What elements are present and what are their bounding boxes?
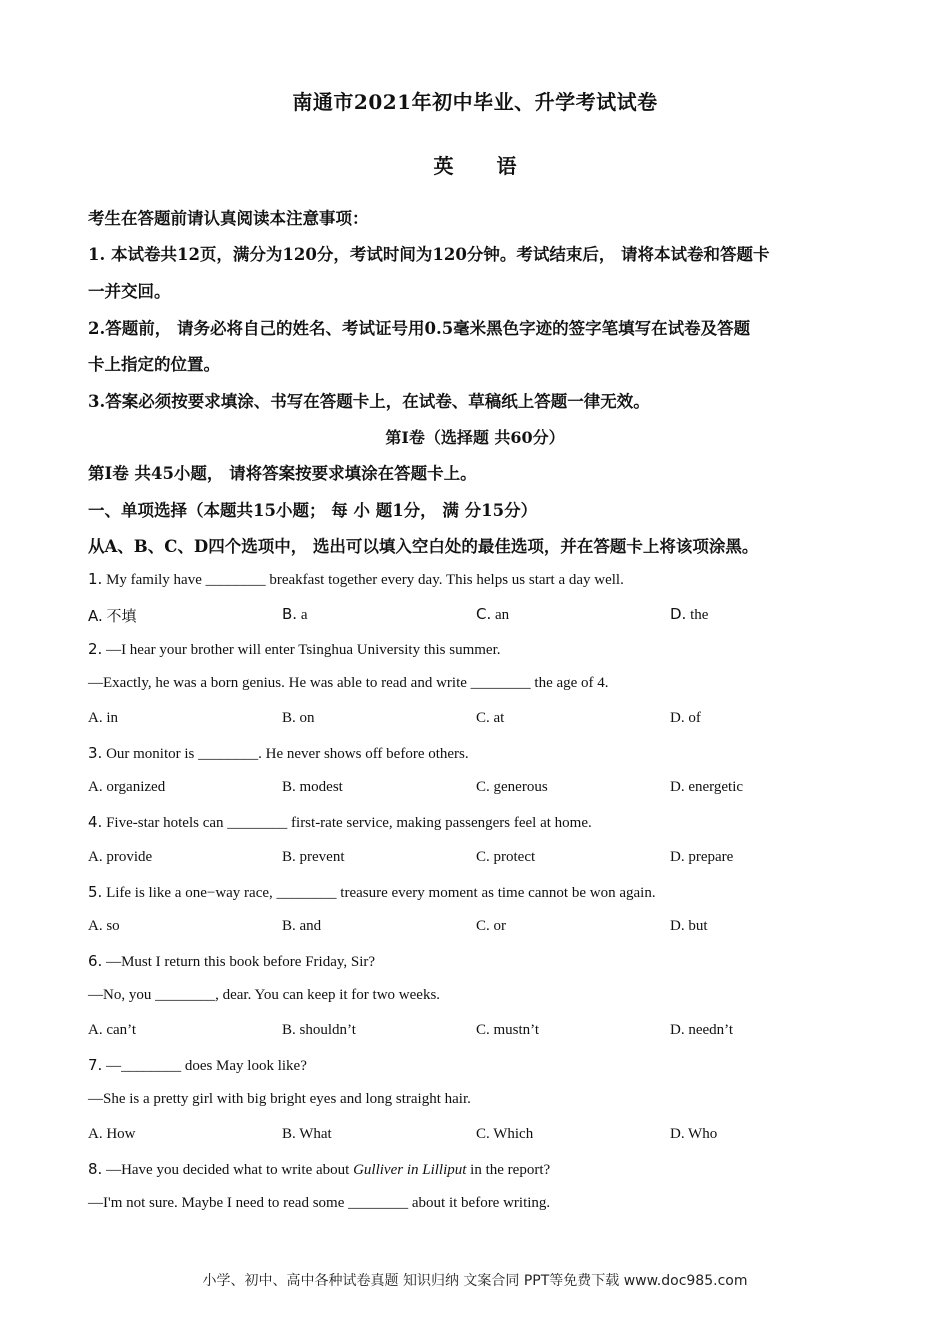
section1-instruction: 从A、B、C、D四个选项中， 选出可以填入空白处的最佳选项，并在答题卡上将该项涂黑。 [88,537,759,556]
option-d: D. but [670,918,708,934]
option-d: D. prepare [670,849,734,865]
question-8-line-2: —I'm not sure. Maybe I need to read some ________ about it before writing. [88,1195,551,1211]
option-b: B. prevent [282,849,345,865]
question-6 [88,952,878,971]
option-a: A. provide [88,849,153,865]
option-b: B. modest [282,779,343,795]
book-title: Gulliver in Lilliput [353,1162,467,1178]
question-number: 8. [88,1160,103,1178]
option-b: B. shouldn’t [282,1022,356,1038]
question-4 [88,813,878,832]
part1-title: 第I卷（选择题 共60分） [385,428,565,447]
option-c: C. protect [476,849,536,865]
option-a: A. in [88,710,118,726]
option-c: C. Which [476,1126,534,1142]
option-c: C. mustn’t [476,1022,540,1038]
notice-item-2-line-1: 2.答题前， 请务必将自己的姓名、考试证号用0.5毫米黑色字迹的签字笔填写在试卷及答题 [88,319,751,338]
option-d: D. of [670,710,701,726]
option-c: C. or [476,918,506,934]
notice-item-1-line-2: 一并交回。 [88,282,171,301]
notice-item-2-line-2: 卡上指定的位置。 [88,355,220,374]
question-7-line-2: —She is a pretty girl with big bright eyes and long straight hair. [88,1091,471,1107]
question-text: Five-star hotels can ________ first-rate service, making passengers feel at home. [106,815,592,831]
question-2-line-2: —Exactly, he was a born genius. He was able to read and write ________ the age of 4. [88,675,609,691]
question-1 [88,570,878,589]
option-a: A. so [88,918,120,934]
option-a: A. can’t [88,1022,137,1038]
question-number: 6. [88,952,103,970]
question-5 [88,883,878,902]
notice-heading: 考生在答题前请认真阅读本注意事项： [88,209,369,228]
section1-title: 一、单项选择（本题共15小题； 每 小 题1分， 满 分15分） [88,501,538,520]
exam-title: 南通市2021年初中毕业、升学考试试卷 [292,90,658,114]
question-3 [88,744,878,763]
question-text-post: in the report? [466,1162,551,1178]
option-a: A. organized [88,779,166,795]
page-footer: 小学、初中、高中各种试卷真题 知识归纳 文案合同 PPT等免费下载 www.doc985.com [202,1273,748,1289]
option-d: D. Who [670,1126,718,1142]
question-2 [88,640,878,659]
notice-item-3: 3.答案必须按要求填涂、书写在答题卡上，在试卷、草稿纸上答题一律无效。 [88,392,650,411]
question-number: 5. [88,883,103,901]
question-number: 4. [88,813,103,831]
option-a: A. How [88,1126,136,1142]
option-b: B. and [282,918,322,934]
question-8 [88,1160,878,1179]
option-c: C. at [476,710,505,726]
question-text: My family have ________ breakfast together every day. This helps us start a day well. [106,572,624,588]
question-text: Our monitor is ________. He never shows off before others. [106,746,469,762]
option-d: D. energetic [670,779,744,795]
option-c: C. an [476,605,510,623]
question-number: 2. [88,640,103,658]
question-text: —I hear your brother will enter Tsinghua University this summer. [106,642,501,658]
question-6-line-2: —No, you ________, dear. You can keep it for two weeks. [88,987,441,1003]
question-number: 3. [88,744,103,762]
question-text: —________ does May look like? [106,1058,307,1074]
question-text-pre: —Have you decided what to write about [106,1162,354,1178]
option-b: B. on [282,710,315,726]
notice-item-1-line-1: 1. 本试卷共12页，满分为120分，考试时间为120分钟。考试结束后， 请将本试卷和答题卡 [88,245,770,264]
option-b: B. What [282,1126,332,1142]
part1-description: 第I卷 共45小题， 请将答案按要求填涂在答题卡上。 [88,464,477,483]
subject-title: 英 语 [433,154,535,178]
question-7 [88,1056,878,1075]
option-d: D. needn’t [670,1022,734,1038]
option-d: D. the [670,605,709,623]
question-text: —Must I return this book before Friday, Sir? [106,954,376,970]
question-text: Life is like a one−way race, ________ treasure every moment as time cannot be won again. [106,885,656,901]
option-b: B. a [282,605,308,623]
option-c: C. generous [476,779,548,795]
question-number: 1. [88,570,103,588]
option-a: A. 不填 [88,607,137,625]
question-number: 7. [88,1056,103,1074]
